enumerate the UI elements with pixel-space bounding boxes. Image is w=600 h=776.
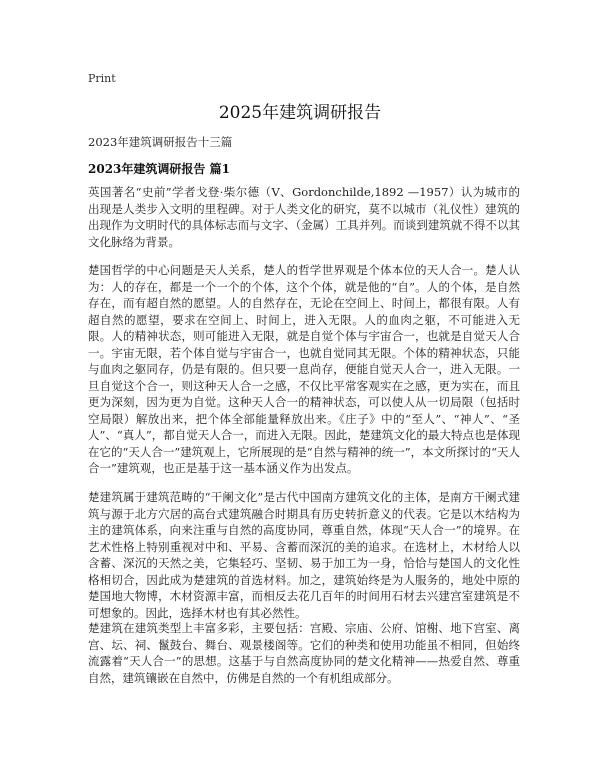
document-title: 2025年建筑调研报告 (218, 103, 382, 123)
section-heading: 2023年建筑调研报告 篇1 (88, 162, 230, 176)
paragraph: 楚建筑在建筑类型上丰富多彩，主要包括：宫殿、宗庙、公府、馆榭、地下宫室、离宫、坛、祠、鬣鼓台、舞台、观景楼阁等。它们的种类和使用功能虽不相同，但始终流露着“天人合一”的思想。这基于与自然高度协同的楚文化精神——热爱自然、尊重自然，建筑镶嵌在自然中，仿佛是自然的一个有机组成部分。 (88, 621, 520, 685)
document-subtitle: 2023年建筑调研报告十三篇 (88, 135, 233, 149)
paragraph: 英国著名“史前”学者戈登·柴尔德（V、Gordonchilde,1892 —1957）认为城市的出现是人类步入文明的里程碑。对于人类文化的研究，莫不以城市（礼仪性）建筑的出现作为文明时代的具体标志而与文字、（金属）工具并列。而谈到建筑就不得不以其文化脉络为背景。 (88, 185, 520, 249)
paragraph: 楚国哲学的中心问题是天人关系，楚人的哲学世界观是个体本位的天人合一。楚人认为：人的存在，都是一个一个的个体，这个个体，就是他的“自”。人的个体，是自然存在，而有超自然的愿望。人的自然存在，无论在空间上、时间上，都很有限。人有超自然的愿望，要求在空间上、时间上，进入无限。人的血肉之躯，不可能进入无限。人的精神状态，则可能进入无限，就是自觉个体与宇宙合一，也就是自觉天人合一。宇宙无限，若个体自觉与宇宙合一，也就自觉同其无限。个体的精神状态，只能与血肉之躯同存，仍是有限的。但只要一息尚存，便能自觉天人合一，进入无限。一旦自觉这个合一，则这种天人合一之感，不仅比平常客观实在之感，更为实在，而且更为深刻，因为更为自觉。这种天人合一的精神状态，可以使人从一切局限（包括时空局限）解放出来，把个体全部能量释放出来。《庄子》中的“至人”、“神人”、“圣人”、“真人”，都自觉天人合一，而进入无限。因此，楚建筑文化的最大特点也是体现在它的“天人合一”建筑观上，它所展现的是“自然与精神的统一”，本文所探讨的“天人合一”建筑观，也正是基于这一基本涵义作为出发点。 (88, 263, 520, 475)
print-label: Print (88, 72, 116, 85)
paragraph: 楚建筑属于建筑范畴的“干阑文化”是古代中国南方建筑文化的主体，是南方干阑式建筑与源于北方穴居的高台式建筑融合时期具有历史转折意义的代表。它是以木结构为主的建筑体系，向来注重与自然的高度协同，尊重自然，体现“天人合一”的境界。在艺术性格上特别重视对中和、平易、含蓄而深沉的美的追求。在选材上，木材给人以含蓄、深沉的天然之美，它集轻巧、坚韧、易于加工为一身，恰恰与楚国人的文化性格相切合，因此成为楚建筑的首选材料。加之，建筑始终是为人服务的，地处中原的楚国地大物博，木材资源丰富，而相反去花几百年的时间用石材去兴建宫室建筑是不可想象的。因此，选择木材也有其必然性。 (88, 490, 520, 620)
